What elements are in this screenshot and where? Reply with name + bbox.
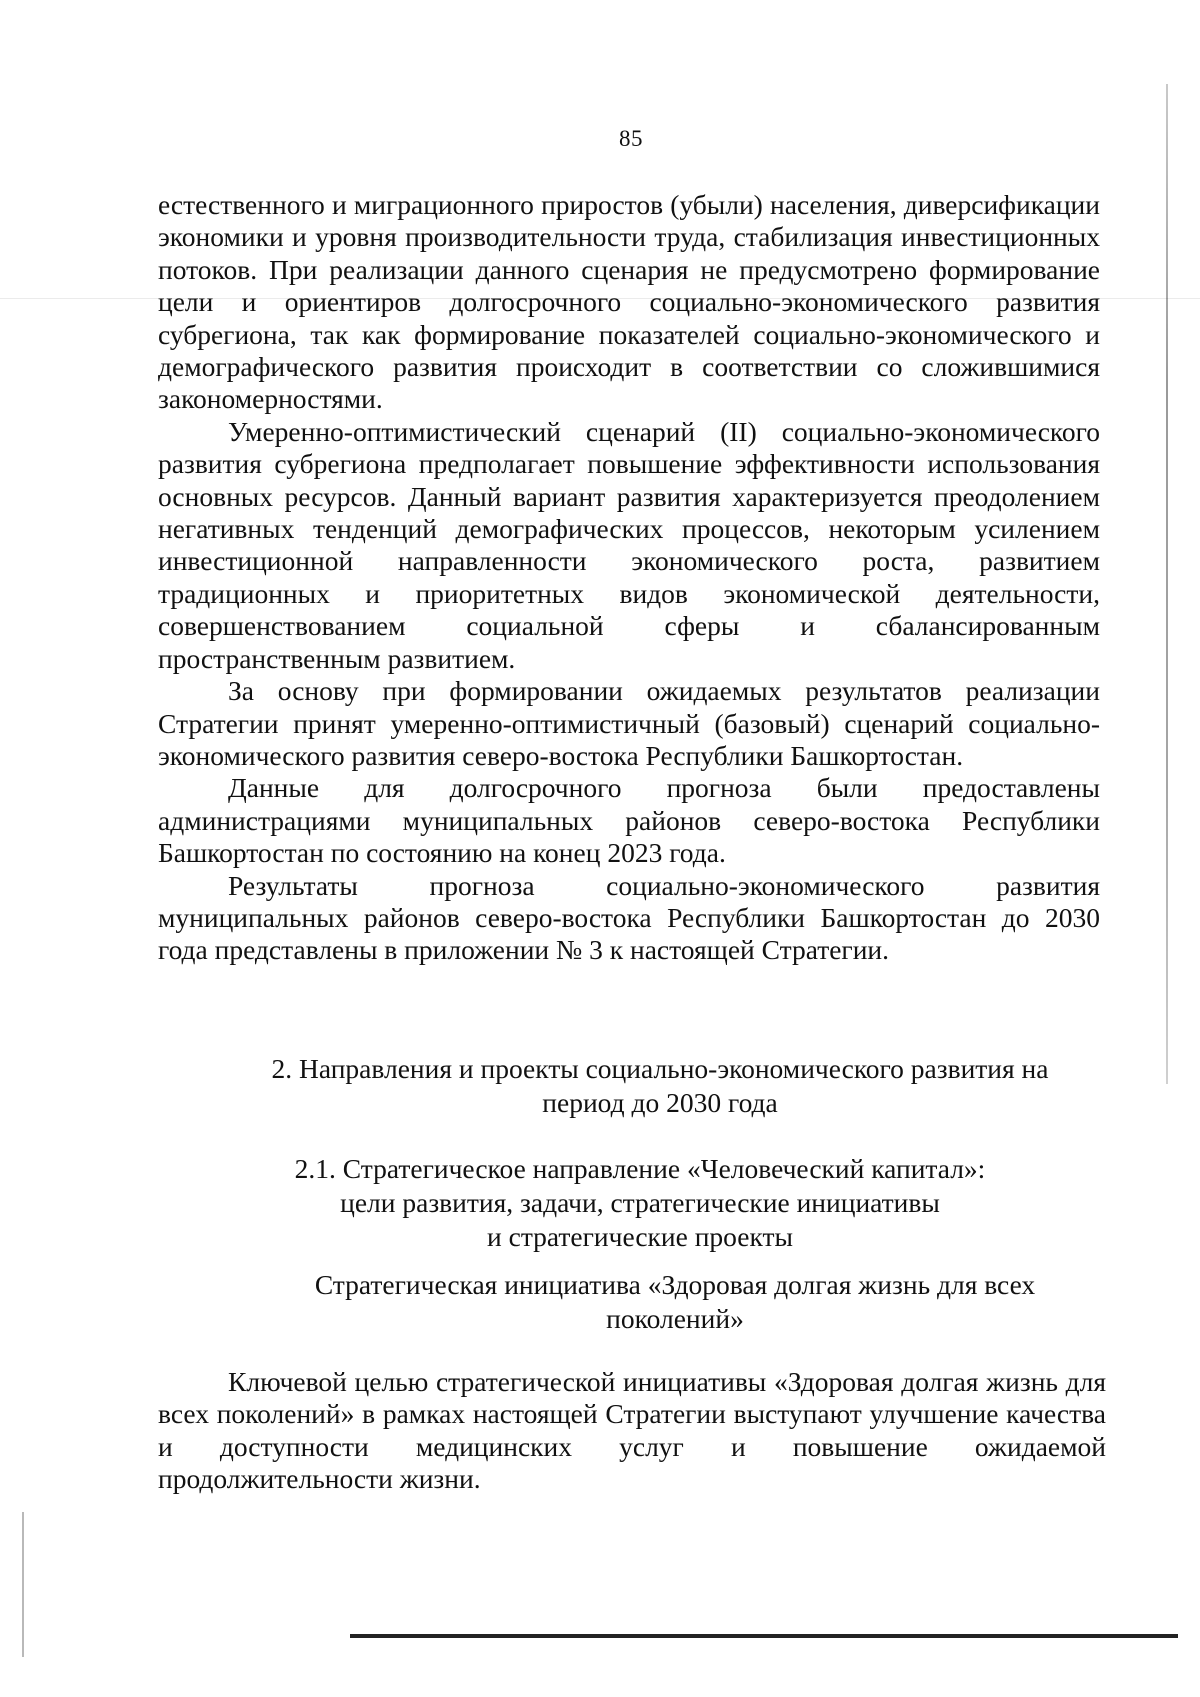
- scan-edge-line: [1166, 84, 1168, 1084]
- page-number: 85: [619, 126, 643, 151]
- body-text: [158, 189, 1100, 967]
- subsection-heading-line-1: 2.1. Стратегическое направление «Человеческий капитал»:: [294, 1153, 986, 1184]
- paragraph-key-goal: Ключевой целью стратегической инициативы «Здоровая долгая жизнь для всех поколений» в рамках настоящей Стратегии выступают улучшение качества и доступности медицинских услуг и повышение ожидаемой продолжительности жизни.: [158, 1366, 1106, 1495]
- paragraph-base-scenario: За основу при формировании ожидаемых результатов реализации Стратегии принят умеренно-оптимистичный (базовый) сценарий социально-экономического развития северо-востока Республики Башкортостан.: [158, 675, 1100, 771]
- section-heading-line-1: 2. Направления и проекты социально-экономического развития на: [271, 1053, 1049, 1084]
- initiative-heading: [250, 1268, 1100, 1336]
- paragraph-forecast-data: Данные для долгосрочного прогноза были предоставлены администрациями муниципальных районов северо-востока Республики Башкортостан по состоянию на конец 2023 года.: [158, 772, 1100, 869]
- paragraph-forecast-results: Результаты прогноза социально-экономического развития муниципальных районов северо-востока Республики Башкортостан до 2030 года представлены в приложении № 3 к настоящей Стратегии.: [158, 869, 1100, 966]
- scan-edge-line-left: [22, 1512, 24, 1657]
- subsection-heading-line-3: и стратегические проекты: [487, 1221, 793, 1252]
- section-heading-line-2: период до 2030 года: [542, 1087, 778, 1118]
- paragraph-continuation: естественного и миграционного приростов (убыли) населения, диверсификации экономики и уровня производительности труда, стабилизация инвестиционных потоков. При реализации данного сценария не предусмотрено формирование цели и ориентиров долгосрочного социально-экономического развития субрегиона, так как формирование показателей социально-экономического и демографического развития происходит в соответствии со сложившимися закономерностями.: [158, 189, 1100, 415]
- subsection-heading: [240, 1152, 1040, 1254]
- initiative-heading-line-2: поколений»: [606, 1303, 744, 1334]
- initiative-heading-line-1: Стратегическая инициатива «Здоровая долгая жизнь для всех: [314, 1269, 1036, 1300]
- bottom-rule: [350, 1634, 1178, 1638]
- initiative-text: [158, 1366, 1106, 1496]
- section-heading: [230, 1052, 1090, 1120]
- paragraph-moderate-scenario: Умеренно-оптимистический сценарий (II) социально-экономического развития субрегиона предполагает повышение эффективности использования основных ресурсов. Данный вариант развития характеризуется преодолением негативных тенденций демографических процессов, некоторым усилением инвестиционной направленности экономического роста, развитием традиционных и приоритетных видов экономической деятельности, совершенствованием социальной сферы и сбалансированным пространственным развитием.: [158, 415, 1100, 674]
- subsection-heading-line-2: цели развития, задачи, стратегические инициативы: [340, 1187, 940, 1218]
